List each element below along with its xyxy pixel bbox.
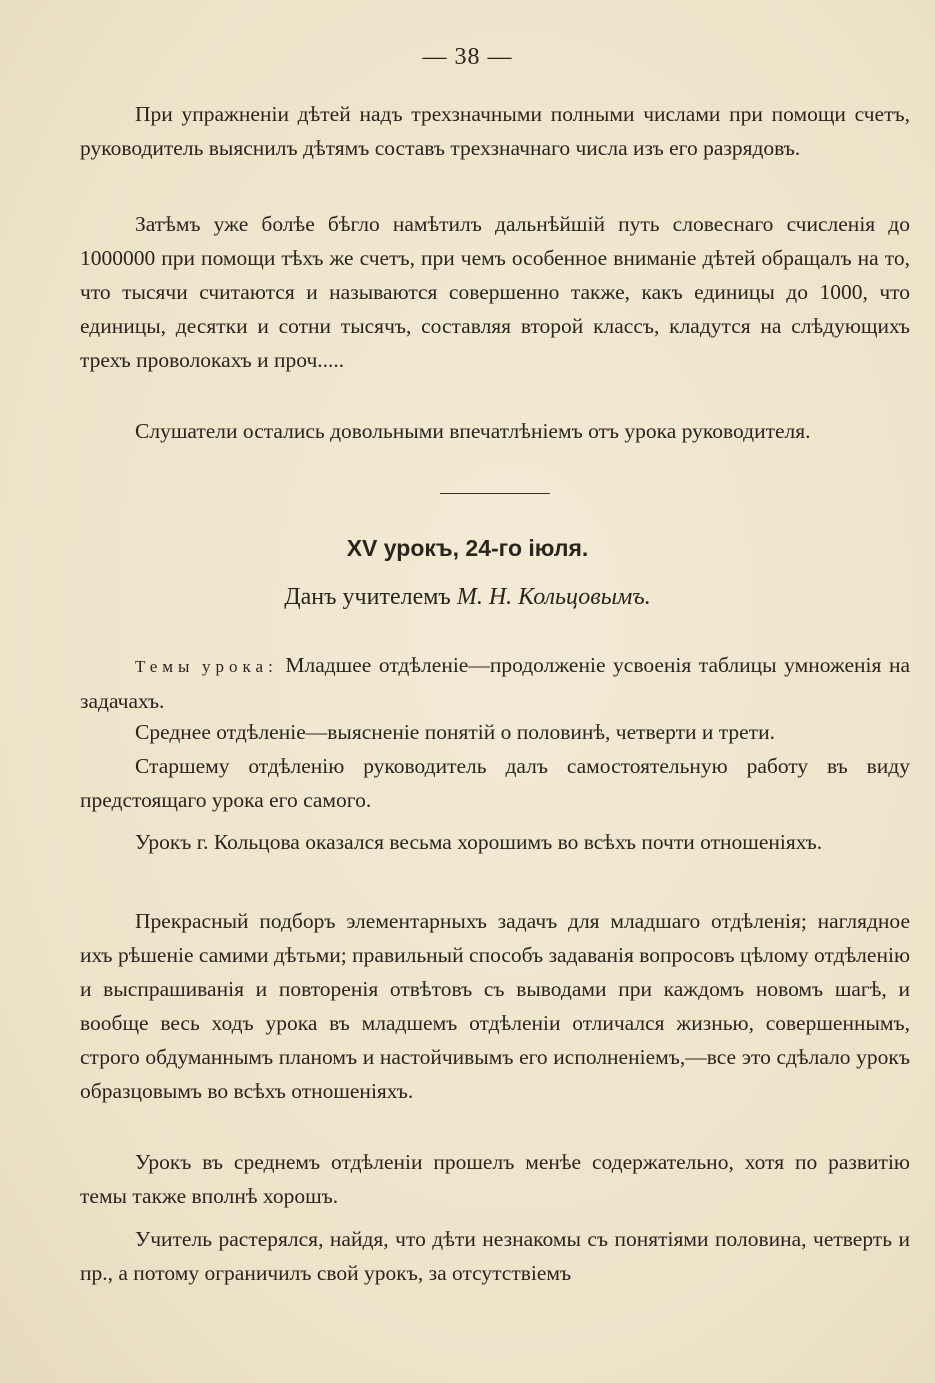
lesson-author-line — [0, 584, 935, 611]
paragraph-2: Затѣмъ уже болѣе бѣгло намѣтилъ дальнѣйшій путь словеснаго счисленія до 1000000 при помощи тѣхъ же счетъ, при чемъ особенное вниманіе дѣтей обращалъ на то, что тысячи считаются и называются совершенно также, какъ единицы до 1000, что единицы, десятки и сотни тысячъ, составляя второй классъ, кладутся на слѣдующихъ трехъ проволокахъ и проч..... — [80, 212, 910, 372]
paragraph-middle-lesson: Урокъ въ среднемъ отдѣленіи прошелъ менѣе содержательно, хотя по развитію темы также вполнѣ хорошъ. — [80, 1150, 910, 1208]
paragraph-senior-section: Старшему отдѣленію руководитель далъ самостоятельную работу въ виду предстоящаго урока его самого. — [80, 754, 910, 812]
topics-label-rest: урока: — [202, 657, 278, 676]
lesson-heading: XV урокъ, 24-го іюля. — [346, 535, 589, 561]
paragraph-junior-praise: Прекрасный подборъ элементарныхъ задачъ для младшаго отдѣленія; наглядное ихъ рѣшеніе самими дѣтьми; правильный способъ задаванія вопросовъ цѣлому отдѣленію и выспрашиванія и повторенія отвѣтовъ съ выводами при каждомъ новомъ шагѣ, и вообще весь ходъ урока въ младшемъ отдѣленіи отличался жизнью, совершеннымъ, строго обдуманнымъ планомъ и настойчивымъ его исполненіемъ,—все это сдѣлало урокъ образцовымъ во всѣхъ отношеніяхъ. — [80, 909, 910, 1103]
topics-text: Младшее отдѣленіе—продолженіе усвоенія таблицы умноженія на задачахъ. — [80, 653, 911, 713]
teacher-name: М. Н. Кольцовымъ. — [456, 584, 651, 610]
paragraph-teacher-confused: Учитель растерялся, найдя, что дѣти незнакомы съ понятіями половина, четверть и пр., а потому ограничилъ свой урокъ, за отсутствіемъ — [80, 1227, 910, 1285]
section-divider — [440, 493, 550, 494]
lesson-topics — [80, 648, 910, 718]
paragraph-3: Слушатели остались довольными впечатлѣніемъ отъ урока руководителя. — [135, 419, 811, 443]
paragraph-1: При упражненіи дѣтей надъ трехзначными полными числами при помощи счетъ, руководитель выяснилъ дѣтямъ составъ трехзначнаго числа изъ его разрядовъ. — [80, 102, 910, 160]
given-by-label: Данъ учителемъ — [284, 584, 451, 610]
paragraph-lesson-evaluation: Урокъ г. Кольцова оказался весьма хорошимъ во всѣхъ почти отношеніяхъ. — [135, 830, 823, 854]
paragraph-middle-section: Среднее отдѣленіе—выясненіе понятій о половинѣ, четверти и трети. — [135, 720, 775, 744]
page-number: — 38 — — [422, 44, 513, 70]
topics-label-main: Темы — [135, 657, 195, 676]
